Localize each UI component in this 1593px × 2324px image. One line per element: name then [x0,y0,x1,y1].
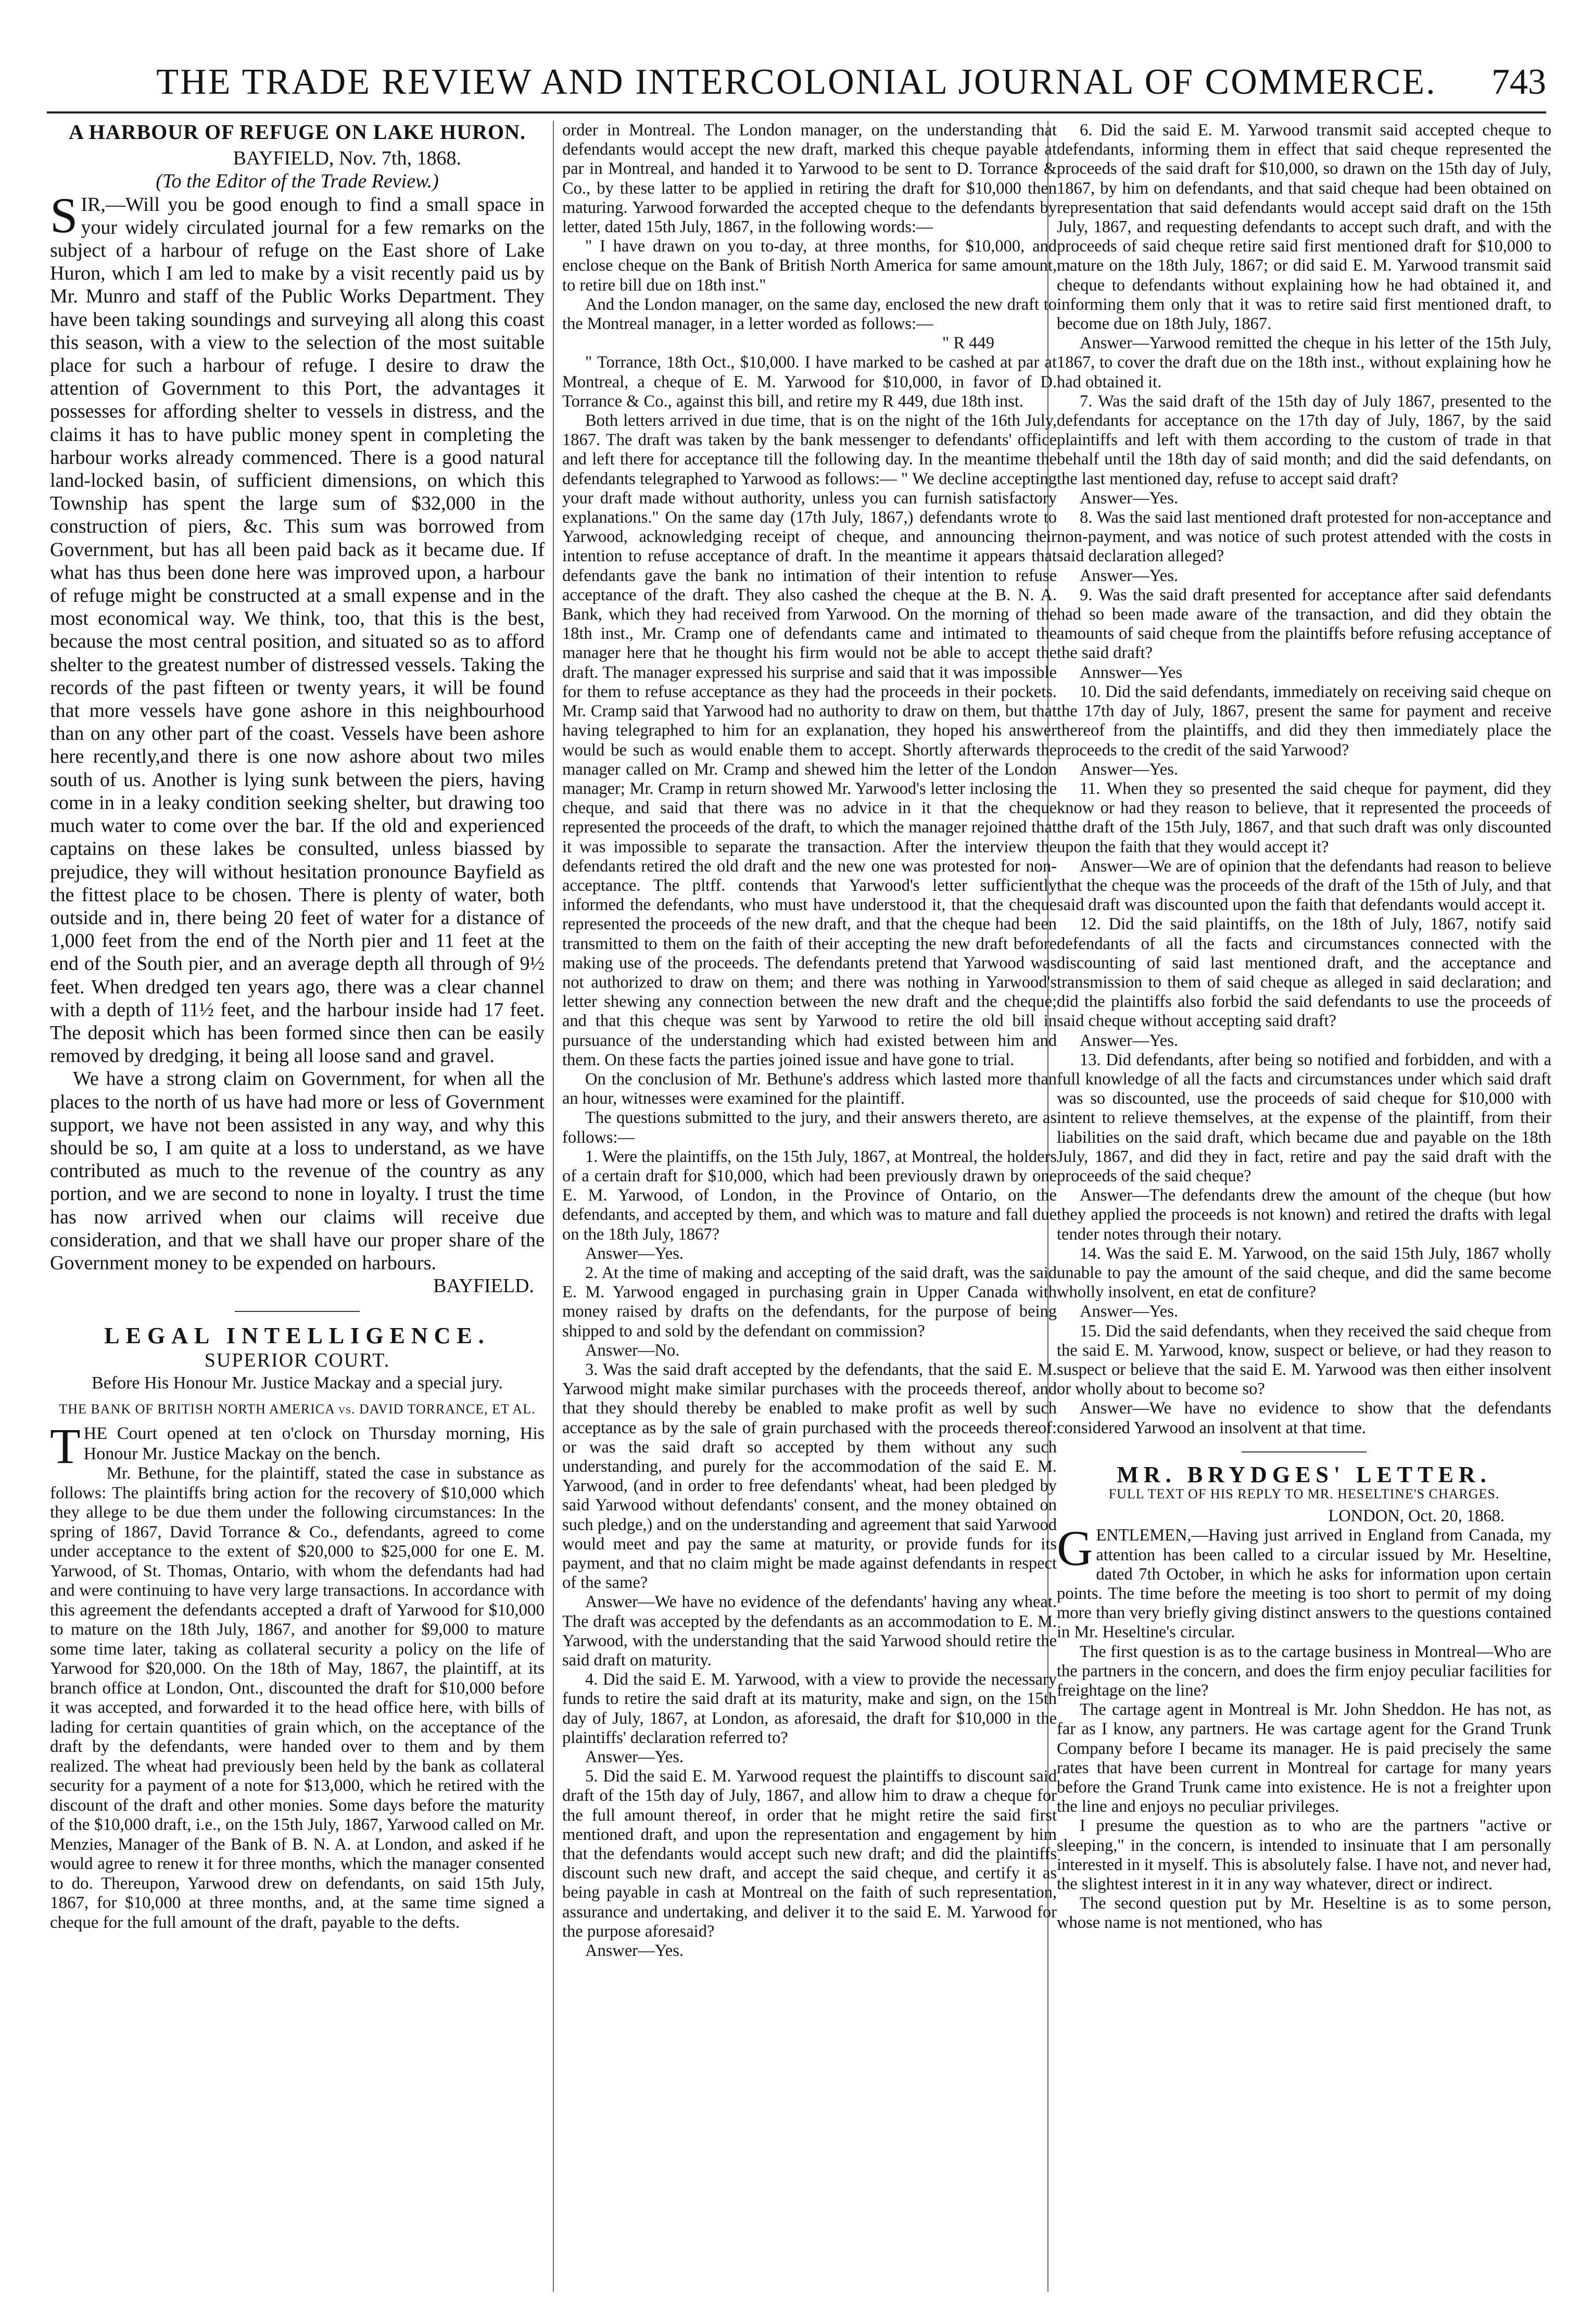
column-2 [562,121,1057,2292]
brydges-paragraph-4: I presume the question as to who are the partners "active or sleeping," in the concern, is intended to insinuate that I am personally interested in it myself. This is absolutely false. I have not, and never had, the slightest interest in it in any way whatever, direct or indirect. [1057,1816,1551,1894]
brydges-paragraph-2: The first question is as to the cartage business in Montreal—Who are the partners in the concern, and does the firm enjoy peculiar facilities for freightage on the line? [1057,1642,1551,1700]
col2-paragraph-1: order in Montreal. The London manager, on the understanding that defendants would accept the new draft, marked this cheque payable at par in Montreal, and handed it to Yarwood to be sent to D. Torrance & Co., by these latter to be applied in retiring the draft for $10,000 then maturing. Yarwood forwarded the accepted cheque to the defendants by letter, dated 15th July, 1867, in the following words:— [562,121,1057,237]
brydges-paragraph-5: The second question put by Mr. Heseltine is as to some person, whose name is not mentioned, who has [1057,1894,1551,1933]
col2-paragraph-3: Both letters arrived in due time, that is on the night of the 16th July, 1867. The draft was taken by the bank messenger to defendants' office and left there for acceptance till the following day. In the meantime the defendants telegraphed to Yarwood as follows:— " We decline accepting your draft made without authority, unless you can furnish satisfactory explanations." On the same day (17th July, 1867,) defendants wrote to Yarwood, acknowledging receipt of cheque, and announcing their intention to refuse acceptance of draft. In the meantime it appears that defendants gave the bank no intimation of their intention to refuse acceptance of the draft. They also cashed the cheque at the B. N. A. Bank, which they had received from Yarwood. On the morning of the 18th inst., Mr. Cramp one of defendants came and intimated to the manager here that he thought his firm would not be able to accept the draft. The manager expressed his surprise and said that it was impossible for them to refuse acceptance as they had the proceeds in their pockets. Mr. Cramp said that Yarwood had no authority to draw on them, but that having telegraphed to him for an explanation, they hoped his answer would be such as would enable them to accept. Shortly afterwards the manager called on Mr. Cramp and shewed him the letter of the London manager; Mr. Cramp in return showed Mr. Yarwood's letter inclosing the cheque, and said that there was no advice in it that the cheque represented the proceeds of the draft, to which the manager rejoined that it was impossible to separate the transaction. After the interview the defendants retired the old draft and the new one was protested for non-acceptance. The pltff. contends that Yarwood's letter sufficiently informed the defendants, who must have understood it, that the cheque represented the proceeds of the new draft, and that the cheque had been transmitted to them on the faith of their accepting the new draft before making use of the proceeds. The defendants pretend that Yarwood was not authorized to draw on them; and there was nothing in Yarwood's letter shewing any connection between the new draft and the cheque; and that this cheque was sent by Yarwood to retire the old bill in pursuance of the understanding which had existed between him and them. On these facts the parties joined issue and have gone to trial. [562,411,1057,1069]
col2-paragraph-2: And the London manager, on the same day, enclosed the new draft to the Montreal manager, in a letter worded as follows:— [562,295,1057,334]
answer-9: Annswer—Yes [1080,663,1183,682]
answer-12: Answer—Yes. [1080,1031,1179,1050]
dateline: BAYFIELD, Nov. 7th, 1868. [233,147,461,170]
question-4: 4. Did the said E. M. Yarwood, with a view to provide the necessary funds to retire the said draft at its maturity, make and sign, on the 15th day of July, 1867, at London, as aforesaid, the draft for $10,000 in the plaintiffs' declaration referred to? [562,1670,1057,1747]
header-rule [47,111,1546,113]
harbour-paragraph-2: We have a strong claim on Government, for when all the places to the north of us have had more or less of Government support, we have not been assisted in any way, and why this should be so, I am quite at a loss to understand, as we have contributed as much to the revenue of the country as any portion, and we are second to none in loyalty. I trust the time has now arrived when our claims will receive due consideration, and that we shall have our proper share of the Government money to be expended on harbours. [50,1068,545,1274]
question-1: 1. Were the plaintiffs, on the 15th July, 1867, at Montreal, the holders of a certain draft for $10,000, which had been previously drawn by one E. M. Yarwood, of London, in the Province of Ontario, on the defendants, and accepted by them, and which was to mature and fall due on the 18th July, 1867? [562,1147,1057,1244]
question-14: 14. Was the said E. M. Yarwood, on the said 15th July, 1867 wholly unable to pay the amount of the said cheque, and did the same become wholly insolvent, en etat de confiture? [1057,1244,1551,1302]
court-name: SUPERIOR COURT. [204,1349,390,1371]
question-7: 7. Was the said draft of the 15th day of July 1867, presented to the defendants for acceptance on the 17th day of July, 1867, by the said plaintiffs and left with them according to the custom of trade in that behalf until the 18th day of said month; and did the said defendants, on the last mentioned day, refuse to accept said draft? [1057,391,1551,488]
legal-intelligence-title: LEGAL INTELLIGENCE. [104,1323,490,1349]
article-title-harbour: A HARBOUR OF REFUGE ON LAKE HURON. [68,121,526,144]
answer-4: Answer—Yes. [585,1748,684,1767]
col2-reference: " R 449 [942,334,994,353]
col2-paragraph-4: On the conclusion of Mr. Bethune's address which lasted more than an hour, witnesses were examined for the plaintiff. [562,1069,1057,1108]
brydges-letter-subtitle: FULL TEXT OF HIS REPLY TO MR. HESELTINE'S CHARGES. [1108,1486,1500,1502]
answer-3: Answer—We have no evidence of the defendants' having any wheat. The draft was accepted by the defendants as an accommodation to E. M. Yarwood, with the understanding that the said Yarwood should retire the said draft on maturity. [562,1593,1057,1670]
harbour-paragraph-1: SIR,—Will you be good enough to find a small space in your widely circulated journal for a few remarks on the subject of a harbour of refuge on the East shore of Lake Huron, which I am led to make by a visit recently paid us by Mr. Munro and staff of the Public Works Department. They have been taking soundings and surveying all along this coast this season, with a view to the selection of the most suitable place for such a harbour of refuge. I desire to draw the attention of Government to this Port, the advantages it possesses for affording shelter to vessels in distress, and the claims it has to have public money spent in completing the harbour works already commenced. There is a good natural land-locked basin, of sufficient dimensions, on which this Township has spent the large sum of $32,000 in the construction of piers, &c. This sum was borrowed from Government, but has all been paid back as it became due. If what has thus been done here was improved upon, a harbour of refuge might be constructed at a small expense and in the most economical way. We think, too, that this is the best, because the most central position, and situated so as to afford shelter to the greatest number of distressed vessels. Taking the records of the past fifteen or twenty years, it will be found that more vessels have gone ashore in this neighbourhood than on any other part of the coast. Vessels have been ashore here recently,and there is one now ashore about two miles south of us. Another is lying sunk between the piers, having come in in a leaky condition seeking shelter, but drawing too much water to come over the bar. If the old and experienced captains on these lakes be consulted, unless biassed by prejudice, they will without hesitation pronounce Bayfield as the fittest place to be chosen. There is plenty of water, both outside and in, there being 20 feet of water for a distance of 1,000 feet from the end of the North pier and 11 feet at the end of the South pier, and an average depth all through of 9½ feet. When dredged ten years ago, there was a clear channel with a depth of 11½ feet, and the harbour inside had 17 feet. The deposit which has been formed since then can be easily removed by dredging, it being all loose sand and gravel. [50,187,545,1067]
answer-2: Answer—No. [585,1341,680,1360]
question-12: 12. Did the said plaintiffs, on the 18th of July, 1867, notify said defendants of all the facts and circumstances connected with the discounting of said last mentioned draft, and the acceptance and transmission to them of said cheque as alleged in said declaration; and did the plaintiffs also forbid the said defendants to use the proceeds of said cheque without accepting said draft? [1057,915,1551,1031]
answer-6: Answer—Yarwood remitted the cheque in his letter of the 15th July, 1867, to cover the draft due on the 18th inst., without explaining how he had obtained it. [1057,334,1551,391]
answer-13: Answer—The defendants drew the amount of the cheque (but how they applied the proceeds is not known) and retired the drafts with legal tender notes through their notary. [1057,1186,1551,1244]
question-11: 11. When they so presented the said cheque for payment, did they know or had they reason to believe, that it represented the proceeds of the draft of the 15th July, 1867, and that such draft was only discounted upon the faith that they would accept it? [1057,779,1551,856]
section-divider [235,1311,360,1312]
question-8: 8. Was the said last mentioned draft protested for non-acceptance and non-payment, and was notice of such protest attended with the costs in said declaration alleged? [1057,508,1551,566]
question-6: 6. Did the said E. M. Yarwood transmit said accepted cheque to defendants, informing them in effect that said cheque represented the proceeds of the said draft for $10,000, so drawn on the 15th day of July, 1867, by him on defendants, and that said cheque had been obtained on representation that said defendants would accept said draft on the 15th July, 1867, and requesting defendants to accept such draft, and with the proceeds of said cheque retire said first mentioned draft for $10,000 to mature on the 18th July, 1867; or did said E. M. Yarwood transmit said cheque to defendants without explaining how he had obtained it, and informing them only that it was to retire said first mentioned draft, to become due on 18th July, 1867. [1057,121,1551,334]
legal-paragraph-2: Mr. Bethune, for the plaintiff, stated the case in substance as follows: The plaintiffs bring action for the recovery of $10,000 which they allege to be due them under the following circumstances: In the spring of 1867, David Torrance & Co., defendants, agreed to come under acceptance to the extent of $20,000 to $25,000 for one E. M. Yarwood, of St. Thomas, Ontario, with whom the defendants had had and were continuing to have very large transactions. In accordance with this agreement the defendants accepted a draft of Yarwood for $10,000 to mature on the 18th July, 1867, and another for $9,000 to mature some time later, taking as collateral security a policy on the life of Yarwood for $20,000. On the 18th of May, 1867, the plaintiff, at its branch office at London, Ont., discounted the draft for $10,000 before it was accepted, and forwarded it to the head office here, with bills of lading for certain quantities of grain which, on the acceptance of the draft by the defendants, were handed over to them and by them realized. The wheat had previously been held by the bank as collateral security for a payment of a note for $13,000, which he retired with the discount of the draft and other monies. Some days before the maturity of the $10,000 draft, i.e., on the 15th July, 1867, Yarwood called on Mr. Menzies, Manager of the Bank of B. N. A. at London, and asked if he would agree to renew it for three months, which the manager consented to do. Thereupon, Yarwood drew on defendants, on said 15th July, 1867, for $10,000 at three months, and, at the same time signed a cheque for the full amount of the draft, payable to the defts. [50,1464,545,1932]
brydges-dateline: LONDON, Oct. 20, 1868. [1328,1507,1504,1526]
case-title: THE BANK OF BRITISH NORTH AMERICA vs. DAVID TORRANCE, ET AL. [59,1401,536,1417]
question-2: 2. At the time of making and accepting of the said draft, was the said E. M. Yarwood engaged in purchasing grain in Upper Canada with money raised by drafts on the defendants, for the purpose of being shipped to and sold by the defendant on commission? [562,1263,1057,1341]
answer-15: Answer—We have no evidence to show that the defendants considered Yarwood an insolvent at that time. [1057,1399,1551,1437]
answer-5: Answer—Yes. [585,1941,684,1961]
column-divider-1 [553,121,554,2292]
journal-title: THE TRADE REVIEW AND INTERCOLONIAL JOURNAL OF COMMERCE. [156,62,1437,102]
question-5: 5. Did the said E. M. Yarwood request the plaintiffs to discount said draft of the 15th day of July, 1867, and allow him to draw a cheque for the full amount thereof, in order that he might retire the said first mentioned draft, and upon the representation and engagement by him that the defendants would accept such new draft; and did the plaintiffs discount such new draft, and accept the said cheque, and certify it as being payable in cash at Montreal on the faith of such representation, assurance and undertaking, and deliver it to the said E. M. Yarwood for the purpose aforesaid? [562,1767,1057,1941]
column-1 [50,121,545,2292]
column-3 [1057,121,1551,2292]
answer-7: Answer—Yes. [1080,488,1179,508]
question-9: 9. Was the said draft presented for acceptance after said defendants had so been made aware of the transaction, and did they obtain the amounts of said cheque from the plaintiffs before refusing acceptance of the said draft? [1057,585,1551,663]
page-header [47,61,1546,108]
editor-line: (To the Editor of the Trade Review.) [156,170,439,193]
question-15: 15. Did the said defendants, when they received the said cheque from the said E. M. Yarwood, know, suspect or believe, or had they reason to suspect or believe that the said E. M. Yarwood was then either insolvent or wholly about to become so? [1057,1321,1551,1399]
answer-14: Answer—Yes. [1080,1302,1179,1321]
answer-10: Answer—Yes. [1080,760,1179,779]
question-3: 3. Was the said draft accepted by the defendants, that the said E. M. Yarwood might make similar purchases with the proceeds thereof, and that they should thereby be enabled to make profit as well by such acceptance as by the sale of grain purchased with the proceeds thereof: or was the said draft so accepted by them without any such understanding, and purely for the accommodation of the said E. M. Yarwood, (and in order to free defendants' wheat, had been pledged by said Yarwood without defendants' consent, and the money obtained on such pledge,) and on the understanding and agreement that said Yarwood would meet and pay the same at maturity, or provide funds for its payment, and that no claim might be made against defendants in respect of the same? [562,1360,1057,1593]
col2-quote-2: " Torrance, 18th Oct., $10,000. I have marked to be cashed at par at Montreal, a cheque of E. M. Yarwood for $10,000, in favor of D. Torrance & Co., against this bill, and retire my R 449, due 18th inst. [562,353,1057,411]
col2-paragraph-5: The questions submitted to the jury, and their answers thereto, are as follows:— [562,1108,1057,1147]
brydges-paragraph-1: GENTLEMEN,—Having just arrived in England from Canada, my attention has been called to a circular issued by Mr. Heseltine, dated 7th October, in which he asks for information upon certain points. The time before the meeting is too short to permit of my doing more than very briefly giving distinct answers to the questions contained in Mr. Heseltine's circular. [1057,1520,1551,1642]
col2-quote-1: " I have drawn on you to-day, at three months, for $10,000, and enclose cheque on the Bank of British North America for same amount, to retire bill due on 18th inst." [562,237,1057,295]
court-before: Before His Honour Mr. Justice Mackay and a special jury. [92,1373,503,1393]
brydges-paragraph-3: The cartage agent in Montreal is Mr. John Sheddon. He has not, as far as I know, any partners. He was cartage agent for the Grand Trunk Company before I became its manager. He is paid precisely the same rates that have been current in Montreal for cartage for many years before the Grand Trunk came into existence. He is not a freighter upon the line and enjoys no peculiar privileges. [1057,1700,1551,1816]
brydges-letter-title: MR. BRYDGES' LETTER. [1117,1461,1491,1487]
answer-8: Answer—Yes. [1080,566,1179,585]
legal-paragraph-1: THE Court opened at ten o'clock on Thursday morning, His Honour Mr. Justice Mackay on the bench. [50,1418,545,1474]
answer-11: Answer—We are of opinion that the defendants had reason to believe that the cheque was the proceeds of the draft of the 15th of July, and that said draft was discounted upon the faith that defendants would accept it. [1057,856,1551,915]
page-number: 743 [1491,62,1546,102]
signature: BAYFIELD. [433,1275,534,1297]
section-divider-2 [1242,1451,1367,1452]
answer-1: Answer—Yes. [585,1244,684,1263]
question-10: 10. Did the said defendants, immediately on receiving said cheque on the 17th day of July, 1867, present the same for payment and receive thereof from the plaintiffs, and did they then immediately place the proceeds to the credit of the said Yarwood? [1057,682,1551,760]
question-13: 13. Did defendants, after being so notified and forbidden, and with a full knowledge of all the facts and circumstances under which said draft was so discounted, use the proceeds of said cheque for $10,000 with intent to relieve themselves, at the expense of the plaintiff, from their liabilities on the said draft, which became due and payable on the 18th July, 1867, and did they in fact, retire and pay the said draft with the proceeds of the said cheque? [1057,1050,1551,1185]
